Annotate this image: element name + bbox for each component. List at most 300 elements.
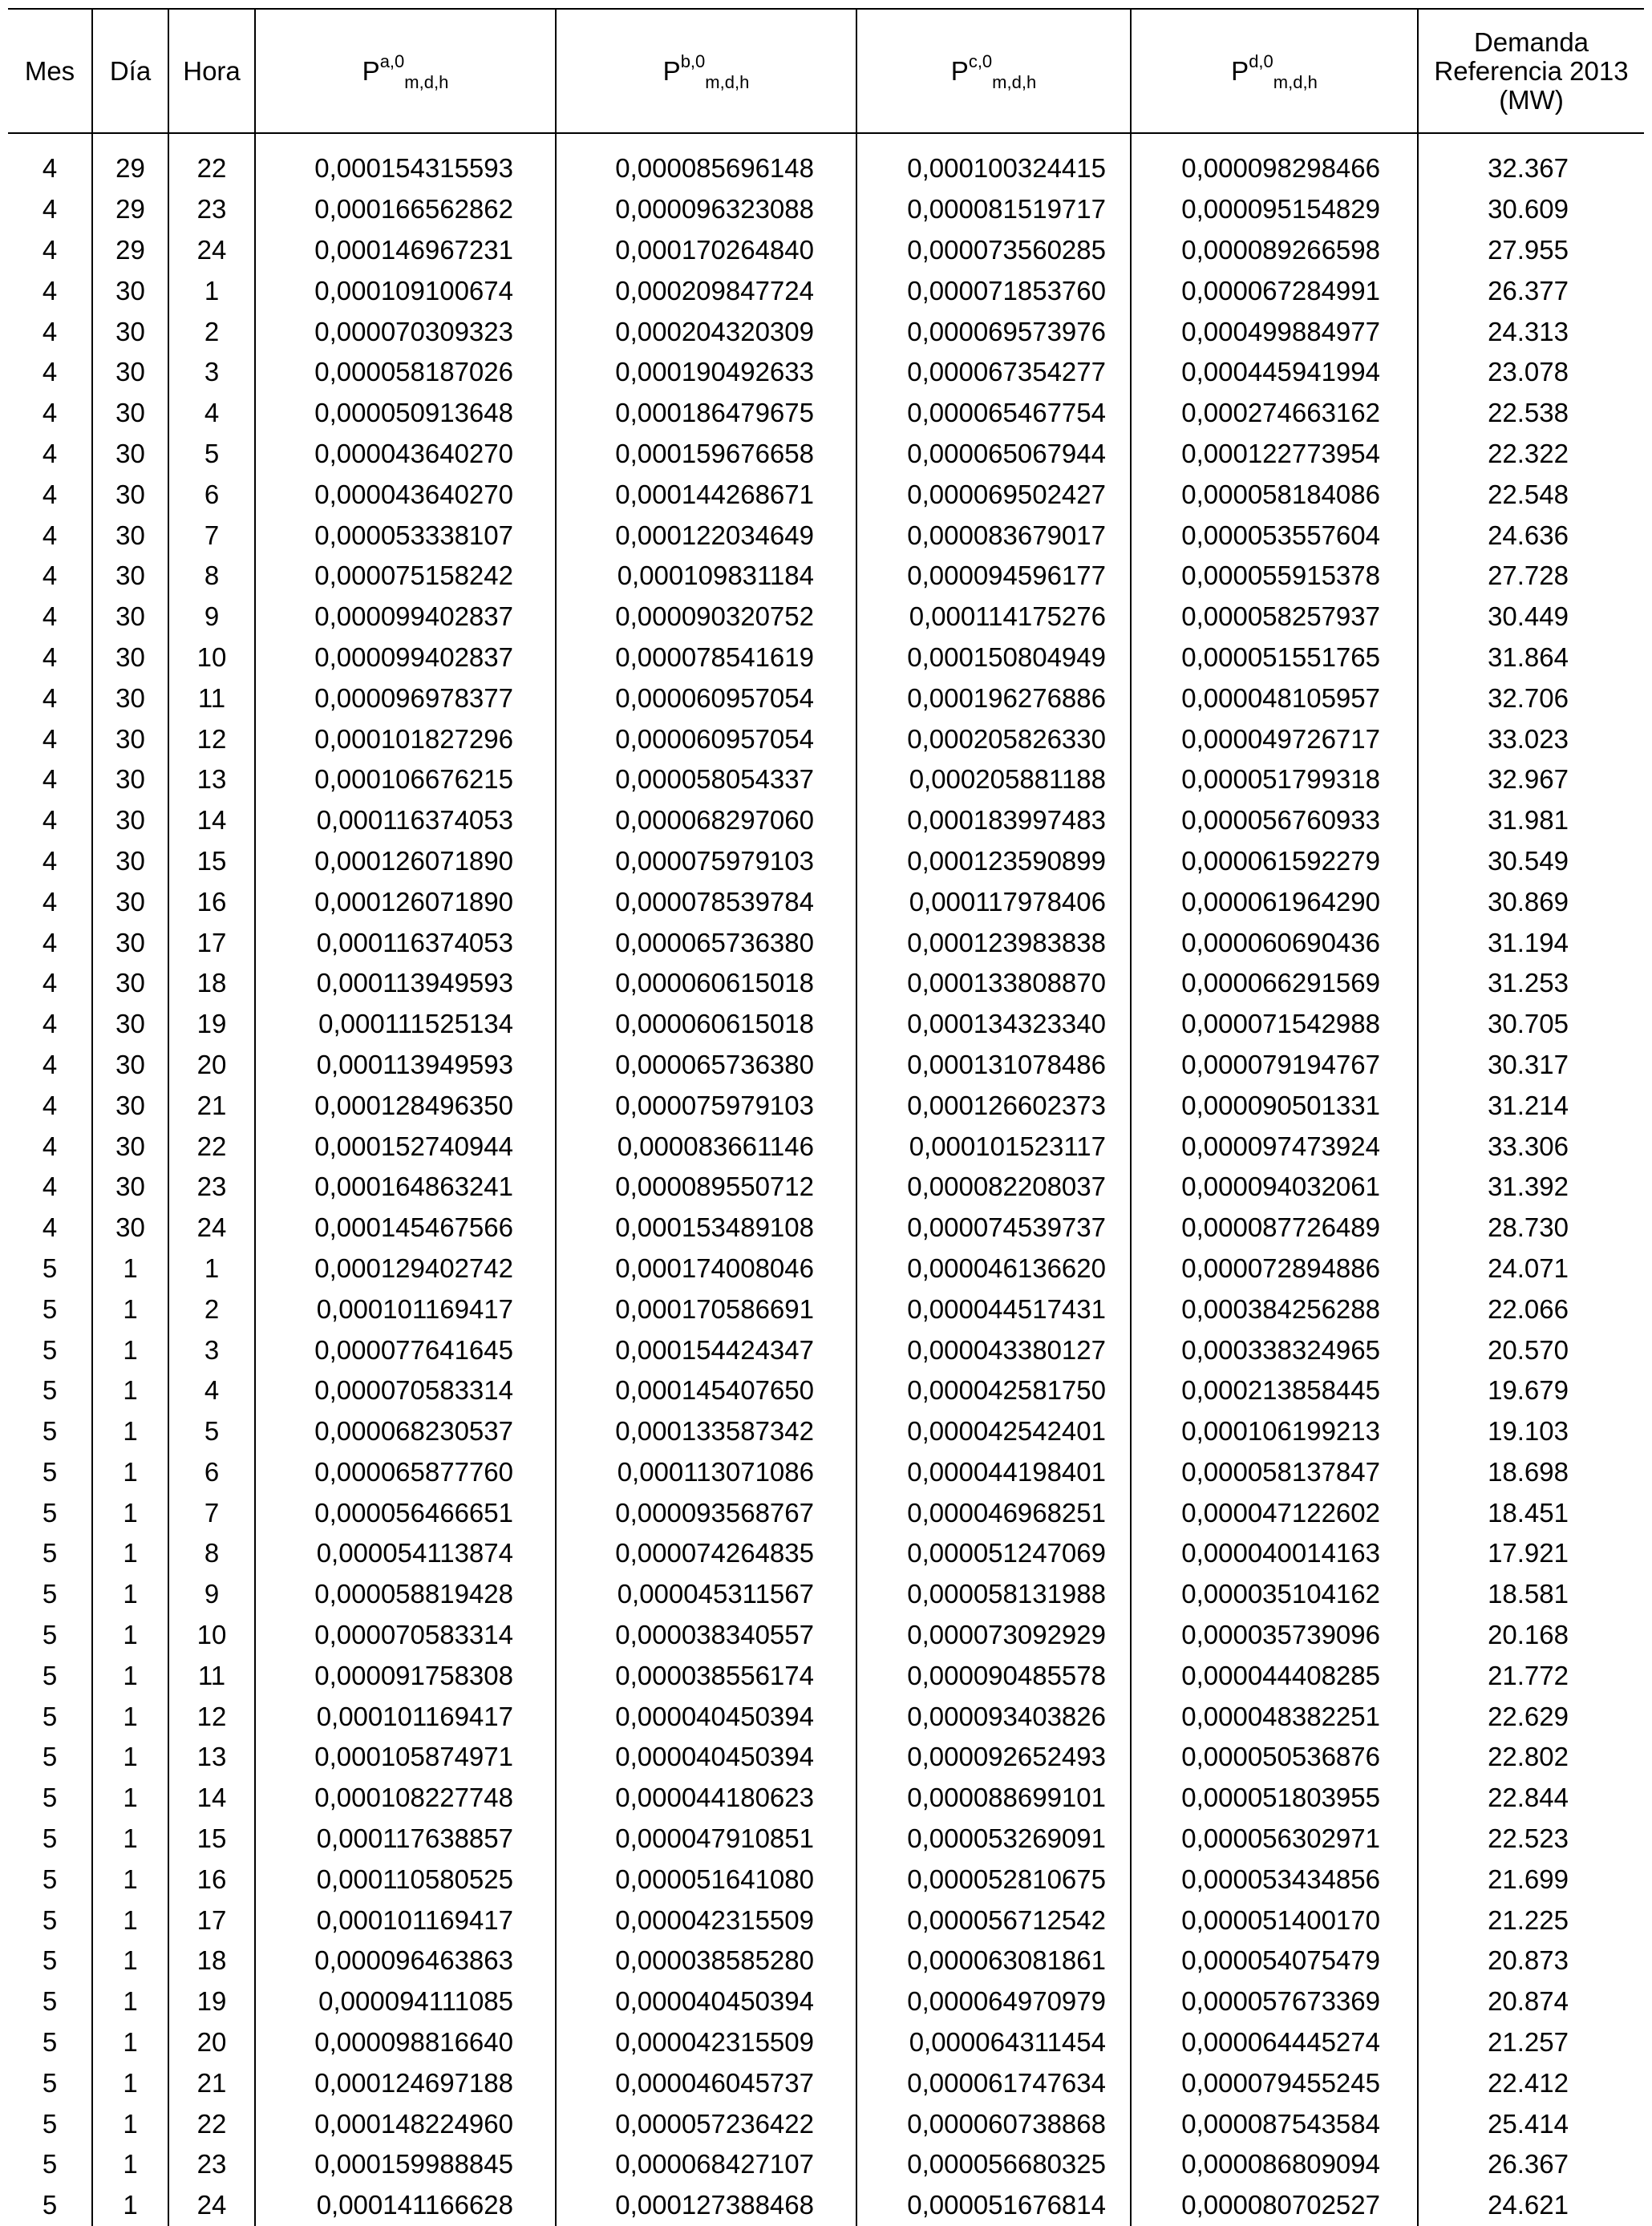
header-mes: Mes <box>8 9 92 133</box>
header-pd-base: P <box>1231 55 1249 86</box>
cell-pb: 0,000144268671 <box>556 474 856 515</box>
cell-mes: 5 <box>8 1411 92 1452</box>
cell-pd: 0,000061964290 <box>1131 881 1418 922</box>
cell-mes: 5 <box>8 1778 92 1819</box>
header-pc-sup: c,0 <box>968 51 993 71</box>
cell-demanda: 21.257 <box>1418 2022 1644 2063</box>
cell-pd: 0,000058137847 <box>1131 1452 1418 1493</box>
cell-pd: 0,000087543584 <box>1131 2103 1418 2144</box>
header-pd-sub: m,d,h <box>1273 71 1318 92</box>
cell-pb: 0,000127388468 <box>556 2185 856 2226</box>
cell-pc: 0,000058131988 <box>856 1574 1131 1615</box>
cell-dia: 29 <box>92 189 168 230</box>
cell-pb: 0,000209847724 <box>556 270 856 311</box>
cell-pa: 0,000101169417 <box>255 1289 556 1330</box>
cell-dia: 1 <box>92 1452 168 1493</box>
cell-pc: 0,000061747634 <box>856 2062 1131 2103</box>
cell-mes: 4 <box>8 556 92 597</box>
cell-pb: 0,000044180623 <box>556 1778 856 1819</box>
cell-pc: 0,000101523117 <box>856 1126 1131 1167</box>
cell-mes: 4 <box>8 352 92 393</box>
table-row <box>8 1778 1644 1819</box>
cell-dia: 30 <box>92 556 168 597</box>
cell-pb: 0,000109831184 <box>556 556 856 597</box>
cell-hora: 1 <box>168 1249 255 1289</box>
cell-dia: 1 <box>92 1492 168 1533</box>
table-header <box>8 9 1644 133</box>
table-row <box>8 759 1644 800</box>
cell-hora: 10 <box>168 1615 255 1656</box>
cell-pb: 0,000038585280 <box>556 1941 856 1981</box>
cell-dia: 1 <box>92 1249 168 1289</box>
cell-pa: 0,000043640270 <box>255 434 556 475</box>
cell-pc: 0,000134323340 <box>856 1004 1131 1045</box>
cell-pb: 0,000047910851 <box>556 1819 856 1860</box>
cell-demanda: 18.451 <box>1418 1492 1644 1533</box>
cell-dia: 30 <box>92 922 168 963</box>
cell-pc: 0,000082208037 <box>856 1167 1131 1208</box>
cell-pa: 0,000101169417 <box>255 1696 556 1737</box>
header-pd <box>1131 9 1418 133</box>
table-row <box>8 800 1644 841</box>
cell-hora: 24 <box>168 230 255 271</box>
cell-demanda: 22.322 <box>1418 434 1644 475</box>
table-row <box>8 474 1644 515</box>
data-table-container <box>8 8 1644 2226</box>
cell-mes: 5 <box>8 1900 92 1941</box>
cell-pb: 0,000159676658 <box>556 434 856 475</box>
cell-dia: 1 <box>92 2185 168 2226</box>
cell-pc: 0,000046968251 <box>856 1492 1131 1533</box>
cell-pc: 0,000092652493 <box>856 1737 1131 1778</box>
cell-dia: 1 <box>92 1655 168 1696</box>
table-row <box>8 1370 1644 1411</box>
table-row <box>8 1941 1644 1981</box>
cell-demanda: 24.313 <box>1418 311 1644 352</box>
cell-mes: 4 <box>8 637 92 678</box>
cell-mes: 4 <box>8 963 92 1004</box>
table-row <box>8 515 1644 556</box>
table-row <box>8 189 1644 230</box>
cell-dia: 30 <box>92 311 168 352</box>
cell-hora: 20 <box>168 2022 255 2063</box>
cell-dia: 1 <box>92 1941 168 1981</box>
cell-mes: 4 <box>8 1045 92 1086</box>
cell-pa: 0,000058819428 <box>255 1574 556 1615</box>
cell-pa: 0,000065877760 <box>255 1452 556 1493</box>
cell-pa: 0,000101827296 <box>255 718 556 759</box>
table-row <box>8 1981 1644 2022</box>
cell-demanda: 22.844 <box>1418 1778 1644 1819</box>
cell-pb: 0,000133587342 <box>556 1411 856 1452</box>
table-row <box>8 352 1644 393</box>
cell-pa: 0,000070583314 <box>255 1615 556 1656</box>
cell-mes: 4 <box>8 597 92 637</box>
cell-dia: 30 <box>92 841 168 882</box>
cell-demanda: 31.194 <box>1418 922 1644 963</box>
header-demanda-line3: (MW) <box>1499 84 1564 115</box>
cell-dia: 30 <box>92 678 168 718</box>
cell-dia: 30 <box>92 352 168 393</box>
cell-demanda: 30.705 <box>1418 1004 1644 1045</box>
cell-hora: 19 <box>168 1004 255 1045</box>
cell-pd: 0,000095154829 <box>1131 189 1418 230</box>
cell-pd: 0,000051799318 <box>1131 759 1418 800</box>
cell-hora: 17 <box>168 1900 255 1941</box>
table-row <box>8 1208 1644 1249</box>
cell-mes: 5 <box>8 1330 92 1370</box>
cell-demanda: 30.449 <box>1418 597 1644 637</box>
cell-pb: 0,000170264840 <box>556 230 856 271</box>
cell-pd: 0,000053557604 <box>1131 515 1418 556</box>
cell-hora: 4 <box>168 1370 255 1411</box>
cell-demanda: 31.253 <box>1418 963 1644 1004</box>
cell-dia: 1 <box>92 1900 168 1941</box>
cell-dia: 30 <box>92 800 168 841</box>
cell-pb: 0,000045311567 <box>556 1574 856 1615</box>
cell-pc: 0,000093403826 <box>856 1696 1131 1737</box>
cell-hora: 15 <box>168 1819 255 1860</box>
header-pc-base: P <box>950 55 969 86</box>
header-demanda-line2: Referencia 2013 <box>1434 55 1629 86</box>
table-row <box>8 1696 1644 1737</box>
cell-pc: 0,000044198401 <box>856 1452 1131 1493</box>
table-row <box>8 2103 1644 2144</box>
table-row <box>8 881 1644 922</box>
cell-pb: 0,000122034649 <box>556 515 856 556</box>
cell-pa: 0,000077641645 <box>255 1330 556 1370</box>
cell-dia: 30 <box>92 1085 168 1126</box>
cell-pd: 0,000044408285 <box>1131 1655 1418 1696</box>
cell-pd: 0,000035739096 <box>1131 1615 1418 1656</box>
cell-pa: 0,000050913648 <box>255 393 556 434</box>
cell-mes: 5 <box>8 1819 92 1860</box>
cell-demanda: 20.873 <box>1418 1941 1644 1981</box>
cell-demanda: 18.581 <box>1418 1574 1644 1615</box>
cell-pd: 0,000080702527 <box>1131 2185 1418 2226</box>
cell-pc: 0,000063081861 <box>856 1941 1131 1981</box>
cell-demanda: 26.377 <box>1418 270 1644 311</box>
cell-pb: 0,000075979103 <box>556 841 856 882</box>
cell-pb: 0,000057236422 <box>556 2103 856 2144</box>
header-pa-base: P <box>362 55 380 86</box>
table-row <box>8 230 1644 271</box>
cell-pa: 0,000148224960 <box>255 2103 556 2144</box>
table-row <box>8 1452 1644 1493</box>
cell-pd: 0,000090501331 <box>1131 1085 1418 1126</box>
cell-mes: 4 <box>8 393 92 434</box>
cell-pc: 0,000123590899 <box>856 841 1131 882</box>
cell-pd: 0,000274663162 <box>1131 393 1418 434</box>
cell-pd: 0,000089266598 <box>1131 230 1418 271</box>
cell-pc: 0,000064311454 <box>856 2022 1131 2063</box>
cell-pa: 0,000070309323 <box>255 311 556 352</box>
header-hora: Hora <box>168 9 255 133</box>
table-row <box>8 1126 1644 1167</box>
cell-mes: 5 <box>8 1289 92 1330</box>
cell-mes: 5 <box>8 2022 92 2063</box>
cell-hora: 3 <box>168 1330 255 1370</box>
cell-pc: 0,000056712542 <box>856 1900 1131 1941</box>
table-row <box>8 556 1644 597</box>
cell-pd: 0,000066291569 <box>1131 963 1418 1004</box>
cell-pb: 0,000060957054 <box>556 678 856 718</box>
cell-dia: 29 <box>92 133 168 189</box>
cell-mes: 4 <box>8 270 92 311</box>
cell-mes: 5 <box>8 1859 92 1900</box>
cell-demanda: 30.869 <box>1418 881 1644 922</box>
cell-pb: 0,000174008046 <box>556 1249 856 1289</box>
cell-mes: 5 <box>8 2185 92 2226</box>
cell-pd: 0,000050536876 <box>1131 1737 1418 1778</box>
cell-mes: 4 <box>8 678 92 718</box>
cell-pb: 0,000113071086 <box>556 1452 856 1493</box>
cell-pb: 0,000060615018 <box>556 963 856 1004</box>
table-row <box>8 1574 1644 1615</box>
cell-pa: 0,000096978377 <box>255 678 556 718</box>
cell-demanda: 27.955 <box>1418 230 1644 271</box>
table-row <box>8 597 1644 637</box>
cell-pc: 0,000051676814 <box>856 2185 1131 2226</box>
cell-demanda: 19.103 <box>1418 1411 1644 1452</box>
cell-pc: 0,000053269091 <box>856 1819 1131 1860</box>
cell-pb: 0,000042315509 <box>556 2022 856 2063</box>
cell-pd: 0,000094032061 <box>1131 1167 1418 1208</box>
cell-dia: 30 <box>92 881 168 922</box>
table-row <box>8 1249 1644 1289</box>
cell-demanda: 22.523 <box>1418 1819 1644 1860</box>
cell-mes: 4 <box>8 718 92 759</box>
cell-pa: 0,000108227748 <box>255 1778 556 1819</box>
cell-hora: 11 <box>168 1655 255 1696</box>
cell-mes: 4 <box>8 474 92 515</box>
cell-mes: 4 <box>8 1167 92 1208</box>
cell-hora: 3 <box>168 352 255 393</box>
cell-pc: 0,000060738868 <box>856 2103 1131 2144</box>
cell-pd: 0,000047122602 <box>1131 1492 1418 1533</box>
cell-dia: 30 <box>92 1208 168 1249</box>
cell-pa: 0,000116374053 <box>255 922 556 963</box>
cell-mes: 4 <box>8 800 92 841</box>
table-row <box>8 963 1644 1004</box>
cell-pa: 0,000141166628 <box>255 2185 556 2226</box>
cell-pb: 0,000068297060 <box>556 800 856 841</box>
cell-mes: 4 <box>8 759 92 800</box>
cell-mes: 5 <box>8 1533 92 1574</box>
cell-mes: 4 <box>8 1208 92 1249</box>
cell-pa: 0,000152740944 <box>255 1126 556 1167</box>
cell-pd: 0,000035104162 <box>1131 1574 1418 1615</box>
cell-pd: 0,000057673369 <box>1131 1981 1418 2022</box>
cell-dia: 1 <box>92 1533 168 1574</box>
cell-demanda: 32.967 <box>1418 759 1644 800</box>
cell-pa: 0,000126071890 <box>255 881 556 922</box>
cell-pa: 0,000154315593 <box>255 133 556 189</box>
cell-pa: 0,000117638857 <box>255 1819 556 1860</box>
cell-pa: 0,000056466651 <box>255 1492 556 1533</box>
cell-mes: 5 <box>8 1941 92 1981</box>
cell-demanda: 20.874 <box>1418 1981 1644 2022</box>
cell-dia: 1 <box>92 1574 168 1615</box>
cell-pa: 0,000098816640 <box>255 2022 556 2063</box>
cell-pb: 0,000170586691 <box>556 1289 856 1330</box>
cell-pd: 0,000053434856 <box>1131 1859 1418 1900</box>
cell-hora: 9 <box>168 1574 255 1615</box>
cell-pb: 0,000089550712 <box>556 1167 856 1208</box>
cell-demanda: 24.636 <box>1418 515 1644 556</box>
cell-pa: 0,000113949593 <box>255 963 556 1004</box>
cell-hora: 7 <box>168 515 255 556</box>
table-row <box>8 1533 1644 1574</box>
cell-demanda: 21.699 <box>1418 1859 1644 1900</box>
cell-dia: 1 <box>92 1289 168 1330</box>
cell-demanda: 31.981 <box>1418 800 1644 841</box>
cell-demanda: 31.392 <box>1418 1167 1644 1208</box>
cell-pb: 0,000040450394 <box>556 1737 856 1778</box>
cell-pa: 0,000091758308 <box>255 1655 556 1696</box>
cell-pb: 0,000058054337 <box>556 759 856 800</box>
cell-pd: 0,000087726489 <box>1131 1208 1418 1249</box>
cell-demanda: 17.921 <box>1418 1533 1644 1574</box>
cell-pc: 0,000123983838 <box>856 922 1131 963</box>
cell-hora: 10 <box>168 637 255 678</box>
cell-hora: 5 <box>168 1411 255 1452</box>
cell-hora: 18 <box>168 963 255 1004</box>
cell-hora: 12 <box>168 1696 255 1737</box>
header-dia: Día <box>92 9 168 133</box>
cell-pc: 0,000205881188 <box>856 759 1131 800</box>
cell-pb: 0,000065736380 <box>556 1045 856 1086</box>
cell-demanda: 31.214 <box>1418 1085 1644 1126</box>
cell-demanda: 22.066 <box>1418 1289 1644 1330</box>
table-row <box>8 1004 1644 1045</box>
cell-pb: 0,000051641080 <box>556 1859 856 1900</box>
cell-pb: 0,000186479675 <box>556 393 856 434</box>
table-row <box>8 1492 1644 1533</box>
cell-pd: 0,000338324965 <box>1131 1330 1418 1370</box>
cell-mes: 4 <box>8 881 92 922</box>
cell-pa: 0,000106676215 <box>255 759 556 800</box>
cell-hora: 8 <box>168 1533 255 1574</box>
cell-pd: 0,000499884977 <box>1131 311 1418 352</box>
cell-dia: 30 <box>92 1045 168 1086</box>
cell-pc: 0,000150804949 <box>856 637 1131 678</box>
cell-pc: 0,000081519717 <box>856 189 1131 230</box>
table-row <box>8 133 1644 189</box>
cell-pa: 0,000058187026 <box>255 352 556 393</box>
cell-mes: 5 <box>8 2144 92 2185</box>
cell-demanda: 22.412 <box>1418 2062 1644 2103</box>
header-pd-sup: d,0 <box>1249 51 1273 71</box>
cell-pc: 0,000056680325 <box>856 2144 1131 2185</box>
table-row <box>8 841 1644 882</box>
cell-dia: 1 <box>92 1737 168 1778</box>
cell-dia: 1 <box>92 2144 168 2185</box>
cell-pb: 0,000190492633 <box>556 352 856 393</box>
cell-pc: 0,000042542401 <box>856 1411 1131 1452</box>
cell-hora: 23 <box>168 189 255 230</box>
cell-pd: 0,000058184086 <box>1131 474 1418 515</box>
cell-demanda: 24.071 <box>1418 1249 1644 1289</box>
cell-mes: 5 <box>8 1452 92 1493</box>
cell-pd: 0,000384256288 <box>1131 1289 1418 1330</box>
cell-pb: 0,000040450394 <box>556 1981 856 2022</box>
cell-pd: 0,000213858445 <box>1131 1370 1418 1411</box>
cell-demanda: 28.730 <box>1418 1208 1644 1249</box>
cell-pc: 0,000065067944 <box>856 434 1131 475</box>
table-row <box>8 922 1644 963</box>
cell-pa: 0,000105874971 <box>255 1737 556 1778</box>
cell-pc: 0,000042581750 <box>856 1370 1131 1411</box>
cell-pa: 0,000096463863 <box>255 1941 556 1981</box>
cell-pb: 0,000074264835 <box>556 1533 856 1574</box>
cell-pa: 0,000101169417 <box>255 1900 556 1941</box>
cell-mes: 5 <box>8 2103 92 2144</box>
table-row <box>8 311 1644 352</box>
cell-dia: 1 <box>92 1859 168 1900</box>
cell-demanda: 22.629 <box>1418 1696 1644 1737</box>
cell-hora: 18 <box>168 1941 255 1981</box>
table-row <box>8 1167 1644 1208</box>
cell-dia: 30 <box>92 434 168 475</box>
cell-pb: 0,000040450394 <box>556 1696 856 1737</box>
cell-hora: 8 <box>168 556 255 597</box>
cell-pa: 0,000166562862 <box>255 189 556 230</box>
cell-pa: 0,000128496350 <box>255 1085 556 1126</box>
cell-demanda: 19.679 <box>1418 1370 1644 1411</box>
cell-dia: 1 <box>92 2103 168 2144</box>
cell-demanda: 30.609 <box>1418 189 1644 230</box>
cell-demanda: 22.548 <box>1418 474 1644 515</box>
cell-pa: 0,000145467566 <box>255 1208 556 1249</box>
cell-dia: 30 <box>92 1167 168 1208</box>
cell-hora: 24 <box>168 2185 255 2226</box>
cell-dia: 30 <box>92 515 168 556</box>
cell-mes: 5 <box>8 1370 92 1411</box>
cell-demanda: 23.078 <box>1418 352 1644 393</box>
cell-hora: 6 <box>168 1452 255 1493</box>
cell-pc: 0,000069502427 <box>856 474 1131 515</box>
cell-hora: 22 <box>168 1126 255 1167</box>
cell-mes: 5 <box>8 1574 92 1615</box>
cell-demanda: 27.728 <box>1418 556 1644 597</box>
cell-hora: 23 <box>168 1167 255 1208</box>
cell-demanda: 21.225 <box>1418 1900 1644 1941</box>
cell-mes: 5 <box>8 1615 92 1656</box>
cell-hora: 13 <box>168 759 255 800</box>
cell-pa: 0,000070583314 <box>255 1370 556 1411</box>
cell-hora: 24 <box>168 1208 255 1249</box>
cell-pc: 0,000071853760 <box>856 270 1131 311</box>
cell-dia: 1 <box>92 1411 168 1452</box>
cell-dia: 1 <box>92 2062 168 2103</box>
cell-mes: 5 <box>8 1249 92 1289</box>
cell-hora: 19 <box>168 1981 255 2022</box>
table-row <box>8 718 1644 759</box>
cell-pc: 0,000126602373 <box>856 1085 1131 1126</box>
cell-dia: 29 <box>92 230 168 271</box>
cell-hora: 14 <box>168 1778 255 1819</box>
cell-mes: 4 <box>8 1004 92 1045</box>
table-row <box>8 1655 1644 1696</box>
cell-mes: 5 <box>8 1492 92 1533</box>
cell-hora: 6 <box>168 474 255 515</box>
header-pc-sub: m,d,h <box>992 71 1037 92</box>
cell-mes: 5 <box>8 1981 92 2022</box>
cell-hora: 13 <box>168 1737 255 1778</box>
cell-pb: 0,000046045737 <box>556 2062 856 2103</box>
cell-pd: 0,000060690436 <box>1131 922 1418 963</box>
